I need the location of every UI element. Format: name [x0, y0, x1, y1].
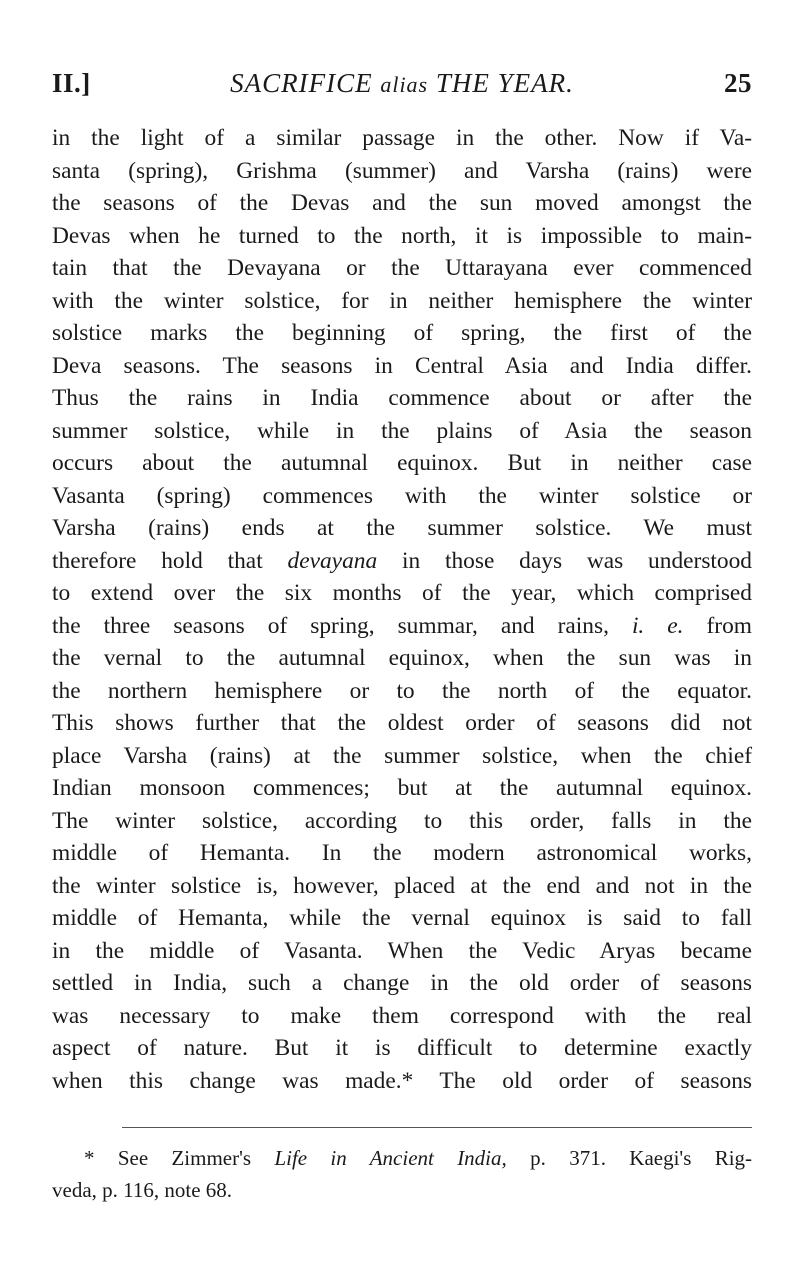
footnote: [52, 1142, 752, 1206]
text-line: solstice marks the beginning of spring, the first of the: [52, 320, 752, 346]
page-number: 25: [724, 68, 752, 98]
text-line: summer solstice, while in the plains of Asia the season: [52, 417, 752, 444]
text-line: Indian monsoon commences; but at the autumnal equinox.: [52, 775, 752, 801]
text-segment: in those days was understood: [401, 547, 753, 574]
text-line: Thus the rains in India commence about or after the: [52, 385, 752, 411]
text-line: settled in India, such a change in the old order of seasons: [52, 970, 752, 996]
footnote-line: veda, p. 116, note 68.: [52, 1178, 233, 1202]
running-title-alias: alias: [380, 72, 429, 97]
text-line: santa (spring), Grishma (summer) and Varsha (rains) were: [52, 157, 752, 184]
text-line: middle of Hemanta. In the modern astronomical works,: [52, 840, 752, 866]
text-line: was necessary to make them correspond with the real: [52, 1002, 752, 1029]
text-line: [52, 545, 752, 578]
text-line: place Varsha (rains) at the summer solstice, when the chief: [52, 742, 752, 769]
text-line: to extend over the six months of the year, which comprised: [52, 580, 752, 606]
text-segment: the three seasons of spring, summar, and rains,: [52, 612, 609, 639]
text-line: [52, 610, 752, 643]
text-line: occurs about the autumnal equinox. But in neither case: [52, 450, 752, 476]
running-title: [52, 68, 752, 99]
text-segment: * See Zimmer's: [84, 1146, 252, 1170]
chapter-number: II.]: [52, 68, 91, 98]
text-line: in the middle of Vasanta. When the Vedic Aryas became: [52, 937, 752, 964]
text-line: This shows further that the oldest order of seasons did not: [52, 710, 752, 736]
text-line: Devas when he turned to the north, it is impossible to main-: [52, 222, 752, 249]
italic-term: i. e.: [631, 612, 684, 639]
text-segment: from: [706, 612, 752, 639]
text-segment: therefore hold that: [52, 547, 263, 574]
text-line: the northern hemisphere or to the north of the equator.: [52, 677, 752, 704]
text-segment: p. 371. Kaegi's Rig-: [530, 1146, 753, 1170]
book-title: Life in Ancient India,: [274, 1146, 507, 1170]
text-line: The winter solstice, according to this order, falls in the: [52, 807, 752, 834]
text-line: the vernal to the autumnal equinox, when the sun was in: [52, 645, 752, 671]
footnote-divider: [122, 1127, 752, 1128]
text-line: Vasanta (spring) commences with the winter solstice or: [52, 482, 752, 509]
footnote-line: [52, 1142, 752, 1174]
text-line: when this change was made.* The old order of seasons: [52, 1067, 752, 1094]
text-line: tain that the Devayana or the Uttarayana ever commenced: [52, 255, 752, 281]
text-line: with the winter solstice, for in neither hemisphere the winter: [52, 287, 752, 314]
text-line: the seasons of the Devas and the sun moved amongst the: [52, 190, 752, 216]
text-line: aspect of nature. But it is difficult to determine exactly: [52, 1035, 752, 1061]
book-page: [52, 68, 752, 1206]
text-line: middle of Hemanta, while the vernal equinox is said to fall: [52, 905, 752, 931]
body-text: [52, 122, 752, 1097]
text-line: the winter solstice is, however, placed at the end and not in the: [52, 872, 752, 899]
running-head: [52, 68, 752, 108]
running-title-part1: SACRIFICE: [230, 68, 373, 98]
text-line: in the light of a similar passage in the other. Now if Va-: [52, 125, 752, 151]
text-line: Varsha (rains) ends at the summer solstice. We must: [52, 515, 752, 541]
italic-term: devayana: [287, 547, 378, 574]
running-title-part2: THE YEAR.: [435, 68, 574, 98]
text-line: Deva seasons. The seasons in Central Asia and India differ.: [52, 352, 752, 379]
